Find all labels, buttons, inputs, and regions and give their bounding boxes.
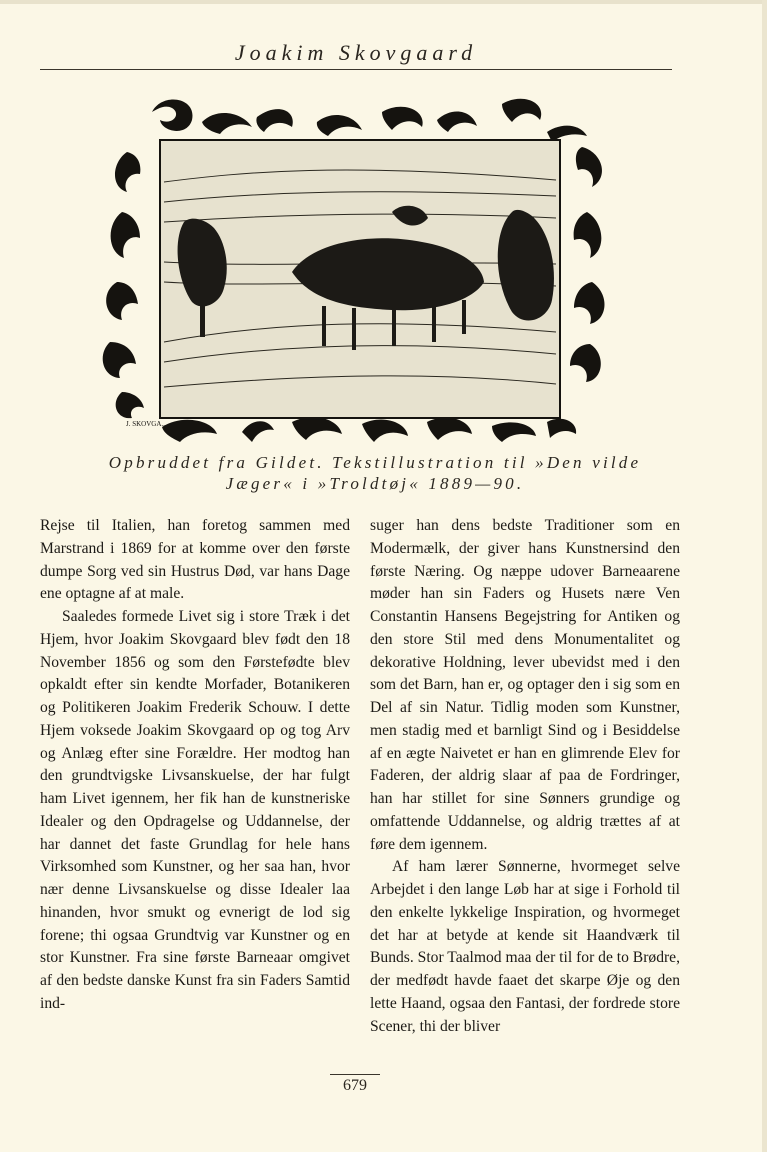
paragraph: Saaledes formede Livet sig i store Træk i det Hjem, hvor Joakim Skovgaard blev født den 18 November 1856 og som den Førstefødte blev opkaldt efter sin kendte Morfader, Botanikeren og Politikeren Joakim Frederik Schouw. I dette Hjem voksede Joakim Skovgaard op og tog Arv og Anlæg efter sine Forældre. Her modtog han den grundtvigske Livsanskuelse, der har fulgt ham Livet igennem, her fik han de kunstneriske Idealer og den Opdragelse og Uddannelse, der har dannet det faste Grundlag for hele hans Virksomhed som Kunstner, og her saa han, hvor nær denne Livsanskuelse og disse Idealer laa hinanden, hvor smukt og evnerigt de lod sig forene; thi ogsaa Grundtvig var Kunstner og en stor Kunstner. Fra sine første Barneaar omgivet af den bedste danske Kunst fra sin Faders Samtid ind- <box>40 608 350 1012</box>
caption-line-1: Opbruddet fra Gildet. Tekstillustration til »Den vilde <box>108 453 642 472</box>
page-right-edge <box>762 0 767 1152</box>
running-title: Joakim Skovgaard <box>234 40 478 65</box>
left-column <box>40 515 350 1016</box>
page-top-edge <box>0 0 767 4</box>
artist-signature: J. SKOVGA... <box>126 420 167 428</box>
paragraph: suger han dens bedste Traditioner som en Modermælk, der giver hans Kunstnersind den første Næring. Og næppe udover Barneaarene møder han sin Faders og Husets nære Ven Constantin Hansens Begejstring for Antiken og den store Stil med dens Monumentalitet og dekorative Holdning, lever ubevidst med i den som det Barn, han er, og optager den i sig som en Del af sin Natur. Tidlig moden som Kunstner, men stadig med et barnligt Sind og i Besiddelse af en ægte Naivetet er han en glimrende Elev for Faderen, der aldrig slaar af paa de Fordringer, han har stillet for sine Sønners grundige og omfattende Uddannelse, og aldrig trættes af at føre dem igennem. <box>370 517 680 853</box>
header-rule <box>40 69 672 70</box>
figure-caption <box>50 452 700 494</box>
paragraph: Rejse til Italien, han foretog sammen med Marstrand i 1869 for at komme over den første dumpe Sorg ved sin Hustrus Død, var hans Dage ene optagne af at male. <box>40 517 350 603</box>
page-number: 679 <box>330 1074 380 1095</box>
illustration <box>92 92 620 444</box>
right-column <box>370 515 680 1038</box>
paragraph: Af ham lærer Sønnerne, hvormeget selve Arbejdet i den lange Løb har at sige i Forhold til den enkelte lykkelige Inspiration, og hvormeget det har at betyde at kende sit Haandværk til Bunds. Stor Taalmod maa der til for de to Brødre, der medfødt havde faaet det skarpe Øje og den lette Haand, ogsaa den Fantasi, der fordrede store Scener, thi der bliver <box>370 858 681 1035</box>
caption-line-2: Jæger« i »Troldtøj« 1889—90. <box>225 474 525 493</box>
